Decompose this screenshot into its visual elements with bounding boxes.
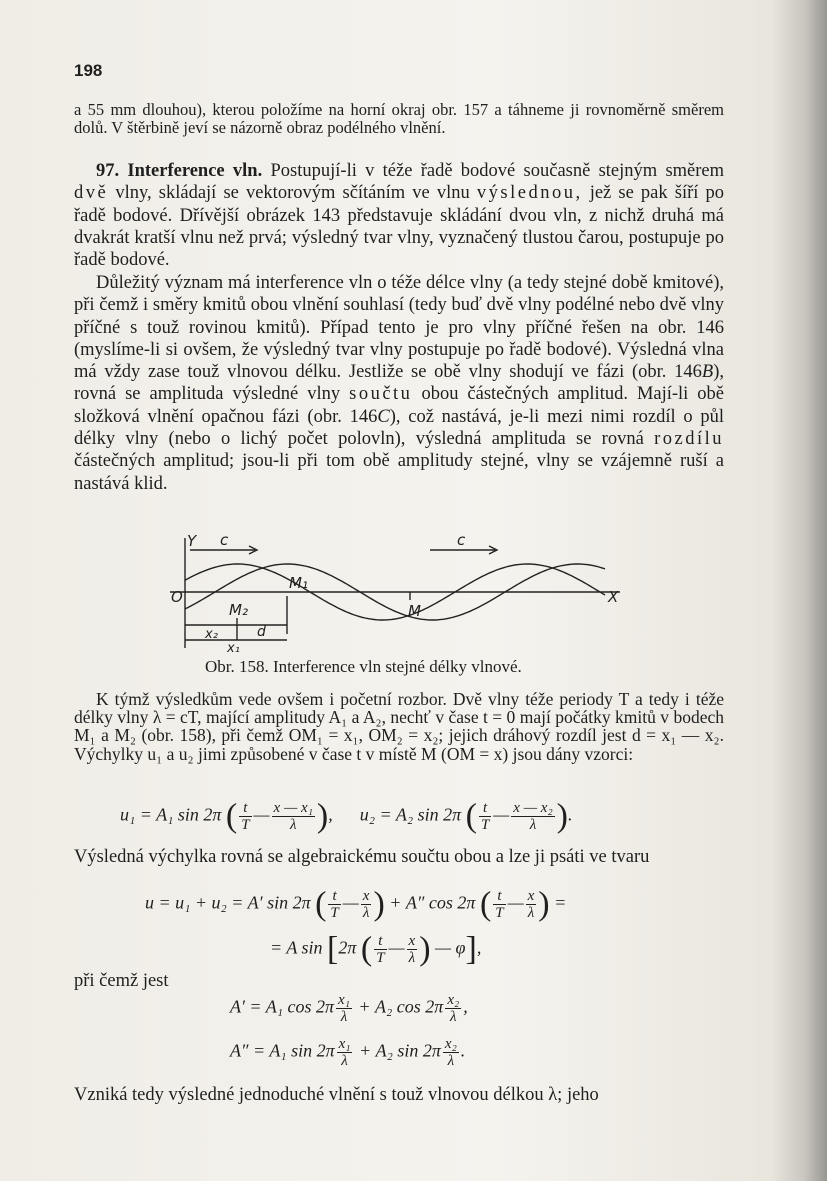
page-number: 198	[74, 61, 103, 80]
label-x2: x₂	[205, 627, 218, 642]
analysis-paragraph: K týmž výsledkům vede ovšem i početní rozbor. Dvě vlny téže periody T a tedy i téže délky vlny λ = cT, mající amplitudy A₁ a A₂, nechť v čase t = 0 mají počátky kmitů v bodech M₁ a M₂ (obr. 158), při čemž OM₁ = x₁, OM₂ = x₂; jejich dráhový rozdíl jest d = x₁ — x₂. Výchylky u₁ a u₂ jimi způsobené v čase t v místě M (OM = x) jsou dány vzorci:	[74, 689, 724, 764]
label-c-right: c	[457, 531, 466, 549]
equation-a-prime: A′ = A₁ cos 2π $\frac{\text{x₁}}{\lambda}$ + A₂ cos 2π $\frac{\text{x₂}}{\lambda}$ ,	[230, 992, 468, 1025]
figure-caption: Obr. 158. Interference vln stejné délky vlnové.	[205, 657, 522, 676]
label-y: Y	[187, 532, 197, 550]
label-c-left: c	[220, 531, 229, 549]
label-m: M	[408, 602, 421, 620]
label-d: d	[257, 624, 266, 640]
label-m2: M₂	[229, 601, 248, 619]
label-x1: x₁	[227, 641, 240, 655]
label-o: O	[171, 588, 183, 606]
section-paragraph-1: 97. Interference vln. Postupují-li v téže řadě bodové současně stejným směrem dvě vlny, skládají se vektorovým sčítáním ve vlnu výslednou, jež se pak šíří po řadě bodové. Dřívější obrázek 143 představuje skládání dvou vln, z nichž druhá má dvakrát kratší vlnu než prvá; výsledný tvar vlny, vyznačený tlustou čarou, postupuje po řadě bodové.	[74, 161, 725, 271]
equation-u-sum: u = u₁ + u₂ = A′ sin 2π ( $\frac{t}{T}$ — $\frac{x}{\lambda}$ ) + A″ cos 2π ( $\frac{t}{T}$ — $\frac{x}{\lambda}$ ) =	[145, 885, 567, 923]
section-paragraph-2: Důležitý význam má interference vln o téže délce vlny (a tedy stejné době kmitové), při čemž i směry kmitů obou vlnění souhlasí (tedy buď dvě vlny podélné nebo dvě vlny příčné s touž rovinou kmitů). Případ tento je pro vlny příčné řešen na obr. 146 (myslíme-li si ovšem, že výsledný tvar vlny postupuje po řadě bodové). Výsledná vlna má vždy zase touž vlnovou délku. Jestliže se obě vlny shodují ve fázi (obr. 146B), rovná se amplituda výsledné vlny součtu obou částečných amplitud. Mají-li obě složková vlnění opačnou fázi (obr. 146C), což nastává, je-li mezi nimi rozdíl o půl délky vlny (nebo o lichý počet polovln), výsledná amplituda se rovná rozdílu částečných amplitud; jsou-li při tom obě amplitudy stejné, vlny se vzájemně ruší a nastává klid.	[74, 273, 725, 494]
intro-paragraph: a 55 mm dlouhou), kterou položíme na horní okraj obr. 157 a táhneme ji rovnoměrně směrem dolů. V štěrbině jeví se názorně obraz podélného vlnění.	[74, 100, 724, 137]
resultant-paragraph: Výsledná výchylka rovná se algebraickému součtu obou a lze ji psáti ve tvaru	[74, 847, 650, 867]
equation-a-double-prime: A″ = A₁ sin 2π $\frac{\text{x₁}}{\lambda}$ + A₂ sin 2π $\frac{\text{x₂}}{\lambda}$ .	[230, 1036, 466, 1069]
equation-u-phase: = A sin [2π ( $\frac{t}{T}$ — $\frac{x}{\lambda}$ ) — φ],	[270, 930, 482, 968]
label-m1: M₁	[289, 574, 308, 592]
pricemz-label: při čemž jest	[74, 971, 169, 991]
wave-interference-figure	[165, 530, 645, 655]
equation-u1-u2: u₁ = A₁ sin 2π ( $\frac{t}{T}$ — $\frac{\text{x — x₁}}{\lambda}$ ), u₂ = A₂ sin 2π ( $\frac{t}{T}$ — $\frac{\text{x — x₂}}{\lambda}$ ).	[120, 797, 573, 835]
label-x: X	[608, 588, 619, 606]
page-gutter-shadow	[772, 0, 827, 1181]
section-title: 97. Interference vln.	[96, 161, 263, 181]
last-line: Vzniká tedy výsledné jednoduché vlnění s touž vlnovou délkou λ; jeho	[74, 1085, 599, 1105]
